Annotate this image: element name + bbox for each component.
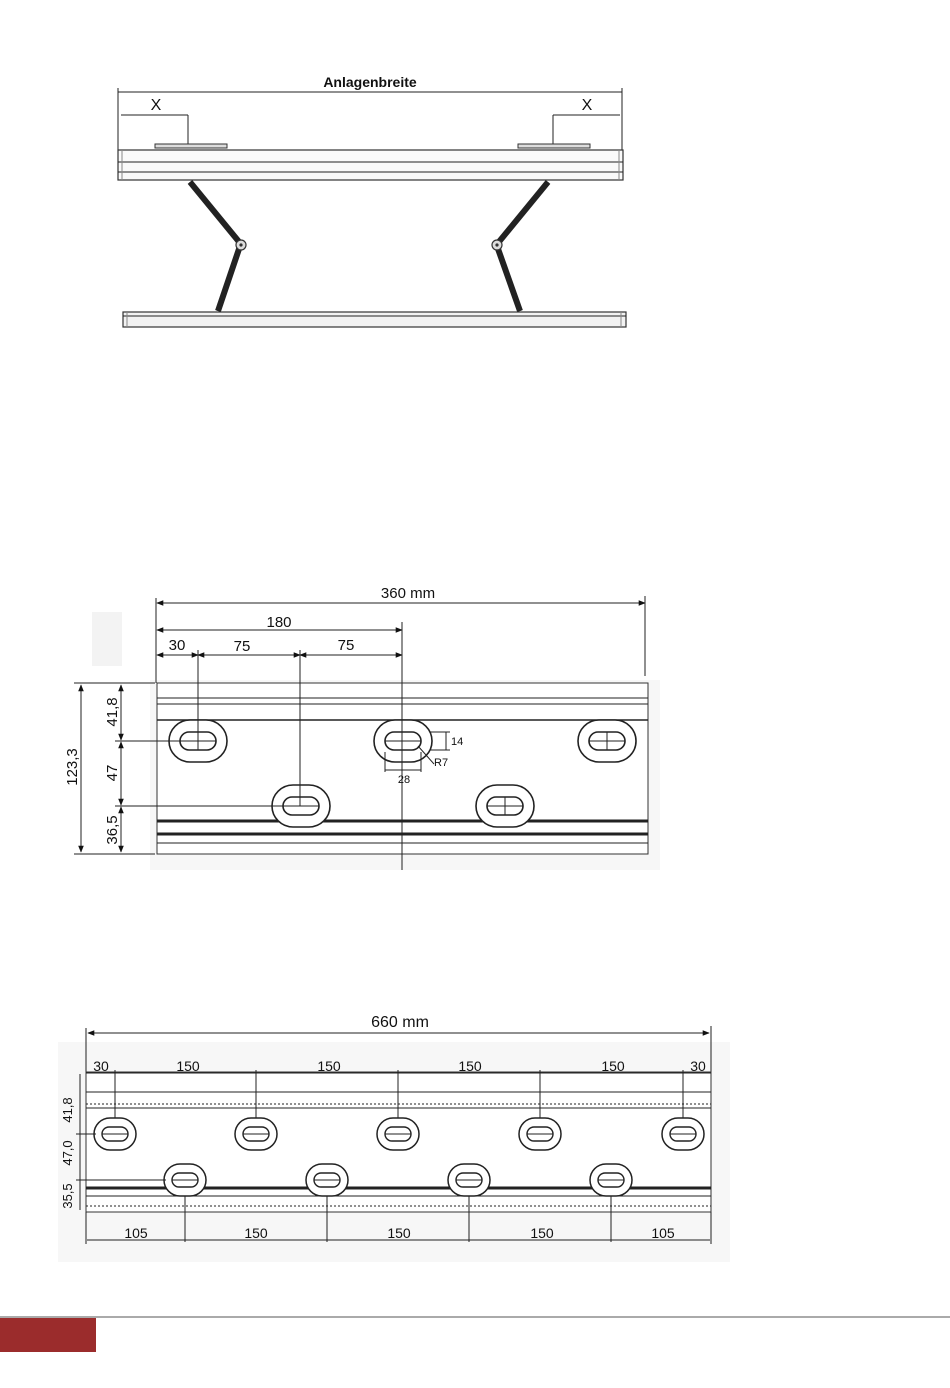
dim-123-3-label: 123,3	[64, 748, 81, 786]
right-strut	[492, 182, 548, 311]
dim-75b-label: 75	[337, 637, 355, 654]
dim-41-8-label: 41,8	[104, 697, 121, 727]
scan-artifact	[92, 612, 122, 666]
top-seg-5: 150	[601, 1058, 625, 1074]
clamp-right	[518, 144, 590, 148]
top-seg-3: 150	[317, 1058, 341, 1074]
top-seg-2: 150	[176, 1058, 200, 1074]
slot-width-label: 28	[397, 774, 411, 786]
page-footer	[0, 1317, 950, 1352]
anlagenbreite-label: Anlagenbreite	[323, 74, 417, 90]
slot-upper-3	[578, 720, 636, 762]
left-strut	[190, 182, 246, 311]
footer-accent-block	[0, 1318, 96, 1352]
bottom-seg-2: 150	[244, 1225, 268, 1241]
dim-360-label: 360 mm	[380, 585, 436, 602]
slot-height-label: 14	[451, 736, 464, 748]
dim-36-5-label: 36,5	[104, 815, 121, 845]
top-seg-1: 30	[93, 1058, 109, 1074]
dim-47-label: 47	[104, 764, 121, 782]
slot-lower-2	[476, 785, 534, 827]
dim-660-label: 660 mm	[371, 1014, 429, 1031]
slot-upper-2	[374, 720, 432, 762]
dim-75a-label: 75	[233, 638, 251, 655]
module-panel	[118, 150, 623, 180]
figure-side-view	[118, 74, 626, 327]
figure-rail-660	[58, 1014, 730, 1262]
clamp-left	[155, 144, 227, 148]
top-seg-6: 30	[690, 1058, 706, 1074]
dim-30-label: 30	[168, 637, 186, 654]
v-label-35-5: 35,5	[60, 1183, 75, 1209]
slot-radius-label: R7	[434, 757, 449, 769]
figure-rail-360	[64, 585, 660, 870]
top-seg-4: 150	[458, 1058, 482, 1074]
bottom-seg-1: 105	[124, 1225, 148, 1241]
bottom-seg-5: 105	[651, 1225, 675, 1241]
x-right-label: X	[581, 97, 593, 114]
dim-180-label: 180	[266, 614, 292, 631]
x-left-label: X	[150, 97, 162, 114]
bottom-seg-3: 150	[387, 1225, 411, 1241]
base-rail	[123, 312, 626, 327]
v-label-47-0: 47,0	[60, 1140, 75, 1166]
v-label-41-8: 41,8	[60, 1097, 75, 1123]
bottom-seg-4: 150	[530, 1225, 554, 1241]
